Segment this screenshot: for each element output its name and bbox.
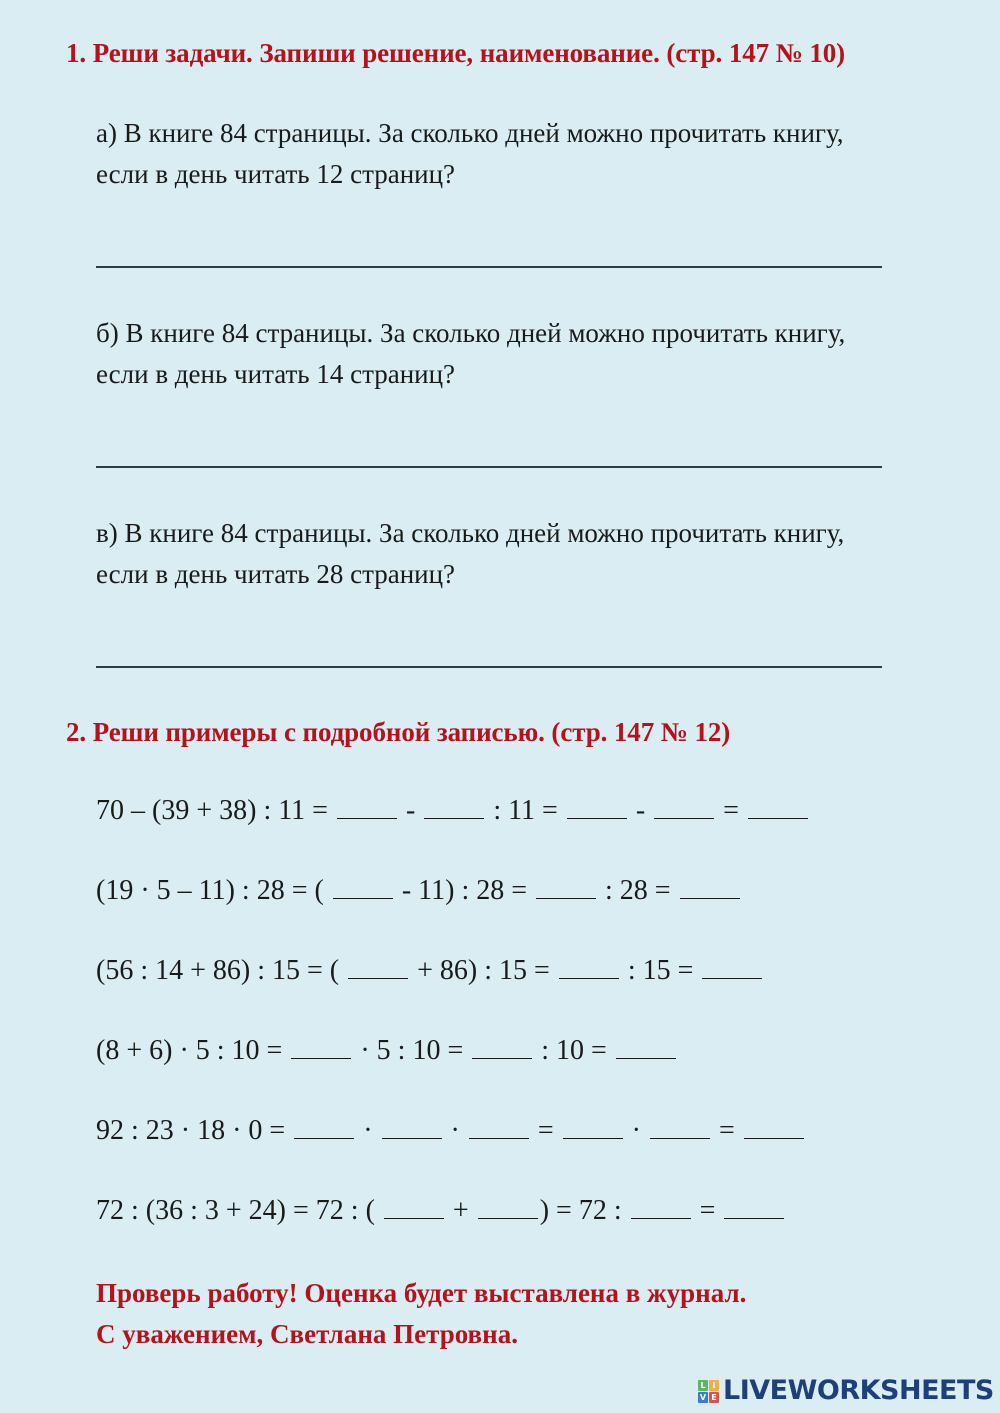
expression-4 bbox=[96, 1035, 678, 1067]
expression-3 bbox=[96, 955, 764, 987]
blank-field[interactable] bbox=[472, 1036, 532, 1059]
section-1-heading: 1. Реши задачи. Запиши решение, наименование. (стр. 147 № 10) bbox=[66, 38, 846, 68]
blank-field[interactable] bbox=[333, 876, 393, 899]
expr-text: 70 – (39 + 38) : 11 = bbox=[96, 795, 335, 826]
blank-field[interactable] bbox=[702, 956, 762, 979]
expr-text: + bbox=[445, 1195, 476, 1226]
section-2-heading: 2. Реши примеры с подробной записью. (стр. 147 № 12) bbox=[66, 717, 731, 747]
task-b-answer-field[interactable] bbox=[96, 466, 882, 468]
blank-field[interactable] bbox=[650, 1116, 710, 1139]
expression-6 bbox=[96, 1195, 786, 1227]
footer-line-2: С уважением, Светлана Петровна. bbox=[96, 1319, 518, 1349]
expr-text: · bbox=[443, 1115, 467, 1146]
task-b bbox=[96, 313, 845, 395]
blank-field[interactable] bbox=[294, 1116, 354, 1139]
blank-field[interactable] bbox=[424, 796, 484, 819]
expr-text: + 86) : 15 = bbox=[410, 955, 557, 986]
expr-text: · 5 : 10 = bbox=[353, 1035, 471, 1066]
expr-text: : 10 = bbox=[534, 1035, 614, 1066]
task-c bbox=[96, 513, 844, 595]
expr-text: : 28 = bbox=[598, 875, 678, 906]
expr-text: : 11 = bbox=[486, 795, 565, 826]
task-b-line-2: если в день читать 14 страниц? bbox=[96, 359, 456, 389]
blank-field[interactable] bbox=[563, 1116, 623, 1139]
expression-1 bbox=[96, 795, 810, 827]
expr-text: = bbox=[716, 795, 746, 826]
expression-2 bbox=[96, 875, 742, 907]
expr-text: ) = 72 : bbox=[539, 1195, 629, 1226]
expr-text: (8 + 6) · 5 : 10 = bbox=[96, 1035, 290, 1066]
blank-field[interactable] bbox=[536, 876, 596, 899]
footer-line-1: Проверь работу! Оценка будет выставлена в журнал. bbox=[96, 1278, 747, 1308]
logo-letter-e: E bbox=[709, 1392, 719, 1403]
live-blocks-icon bbox=[698, 1380, 719, 1403]
expression-5 bbox=[96, 1115, 806, 1147]
logo-letter-i: I bbox=[709, 1380, 719, 1391]
blank-field[interactable] bbox=[567, 796, 627, 819]
blank-field[interactable] bbox=[631, 1196, 691, 1219]
expr-text: (56 : 14 + 86) : 15 = ( bbox=[96, 955, 347, 986]
footer-note bbox=[96, 1273, 746, 1355]
expr-text: · bbox=[356, 1115, 380, 1146]
expr-text: = bbox=[530, 1115, 561, 1146]
task-c-line-1: в) В книге 84 страницы. За сколько дней можно прочитать книгу, bbox=[96, 518, 845, 548]
logo-text: LIVEWORKSHEETS bbox=[723, 1375, 994, 1406]
expr-text: = bbox=[692, 1195, 723, 1226]
liveworksheets-logo bbox=[698, 1375, 994, 1406]
blank-field[interactable] bbox=[291, 1036, 351, 1059]
blank-field[interactable] bbox=[559, 956, 619, 979]
task-a-line-2: если в день читать 12 страниц? bbox=[96, 159, 456, 189]
blank-field[interactable] bbox=[680, 876, 740, 899]
blank-field[interactable] bbox=[382, 1116, 442, 1139]
expr-text: (19 · 5 – 11) : 28 = ( bbox=[96, 875, 331, 906]
blank-field[interactable] bbox=[616, 1036, 676, 1059]
expr-text: 72 : (36 : 3 + 24) = 72 : ( bbox=[96, 1195, 382, 1226]
task-b-line-1: б) В книге 84 страницы. За сколько дней можно прочитать книгу, bbox=[96, 318, 846, 348]
logo-letter-v: V bbox=[699, 1392, 707, 1402]
logo-letter-l: L bbox=[698, 1380, 708, 1391]
expr-text: - bbox=[398, 795, 423, 826]
expr-text: - bbox=[628, 795, 653, 826]
task-a-answer-field[interactable] bbox=[96, 266, 882, 268]
blank-field[interactable] bbox=[724, 1196, 784, 1219]
expr-text: = bbox=[712, 1115, 742, 1146]
task-a bbox=[96, 113, 844, 195]
task-a-line-1: а) В книге 84 страницы. За сколько дней можно прочитать книгу, bbox=[96, 118, 844, 148]
blank-field[interactable] bbox=[748, 796, 808, 819]
task-c-answer-field[interactable] bbox=[96, 666, 882, 668]
blank-field[interactable] bbox=[469, 1116, 529, 1139]
blank-field[interactable] bbox=[348, 956, 408, 979]
blank-field[interactable] bbox=[744, 1116, 804, 1139]
blank-field[interactable] bbox=[384, 1196, 444, 1219]
blank-field[interactable] bbox=[478, 1196, 538, 1219]
task-c-line-2: если в день читать 28 страниц? bbox=[96, 559, 456, 589]
expr-text: - 11) : 28 = bbox=[394, 875, 535, 906]
expr-text: · bbox=[624, 1115, 648, 1146]
blank-field[interactable] bbox=[337, 796, 397, 819]
expr-text: 92 : 23 · 18 · 0 = bbox=[96, 1115, 293, 1146]
blank-field[interactable] bbox=[654, 796, 714, 819]
expr-text: : 15 = bbox=[620, 955, 701, 986]
